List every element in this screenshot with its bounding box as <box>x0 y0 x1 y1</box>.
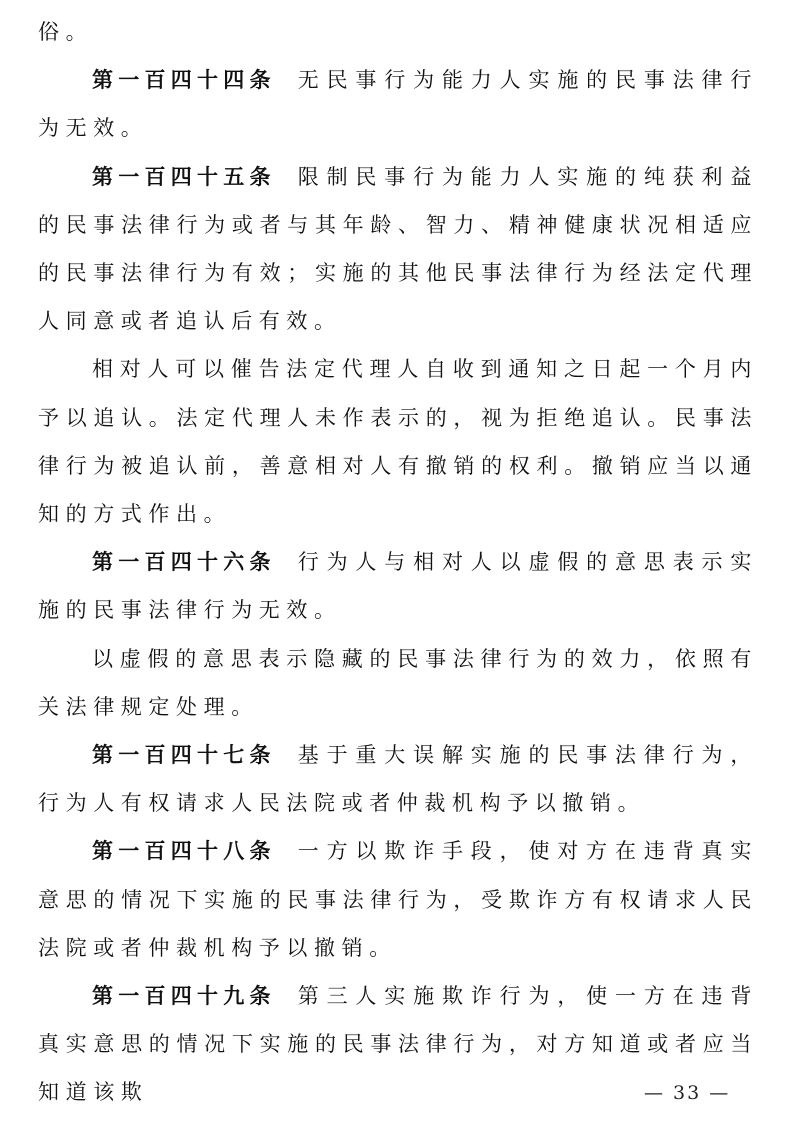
page-number: — 33 — <box>644 1082 731 1104</box>
article-number: 第一百四十七条 <box>92 743 276 768</box>
article-number: 第一百四十八条 <box>92 839 276 864</box>
article-146 <box>38 538 758 634</box>
article-144 <box>38 56 758 152</box>
article-text: 无民事行为能力人实施的民事法律行为无效。 <box>38 68 758 141</box>
article-145 <box>38 153 758 346</box>
article-number: 第一百四十四条 <box>92 68 276 93</box>
paragraph-text: 俗。 <box>38 20 94 44</box>
article-number: 第一百四十九条 <box>92 984 276 1009</box>
article-148 <box>38 827 758 972</box>
article-145-paragraph-2 <box>38 345 758 538</box>
article-text: 基于重大误解实施的民事法律行为，行为人有权请求人民法院或者仲裁机构予以撤销。 <box>38 743 758 816</box>
article-text: 限制民事行为能力人实施的纯获利益的民事法律行为或者与其年龄、智力、精神健康状况相适应的民事法律行为有效；实施的其他民事法律行为经法定代理人同意或者追认后有效。 <box>38 164 758 334</box>
article-number: 第一百四十五条 <box>92 164 276 189</box>
document-page <box>38 8 758 1117</box>
article-text: 一方以欺诈手段，使对方在违背真实意思的情况下实施的民事法律行为，受欺诈方有权请求人民法院或者仲裁机构予以撤销。 <box>38 839 758 960</box>
paragraph-continuation <box>38 8 758 56</box>
article-146-paragraph-2 <box>38 635 758 731</box>
paragraph-text: 相对人可以催告法定代理人自收到通知之日起一个月内予以追认。法定代理人未作表示的，视为拒绝追认。民事法律行为被追认前，善意相对人有撤销的权利。撤销应当以通知的方式作出。 <box>38 357 758 527</box>
paragraph-text: 以虚假的意思表示隐藏的民事法律行为的效力，依照有关法律规定处理。 <box>38 646 758 719</box>
article-text: 第三人实施欺诈行为，使一方在违背真实意思的情况下实施的民事法律行为，对方知道或者应当知道该欺 <box>38 984 758 1105</box>
article-147 <box>38 731 758 827</box>
article-number: 第一百四十六条 <box>92 550 276 575</box>
article-text: 行为人与相对人以虚假的意思表示实施的民事法律行为无效。 <box>38 550 758 623</box>
